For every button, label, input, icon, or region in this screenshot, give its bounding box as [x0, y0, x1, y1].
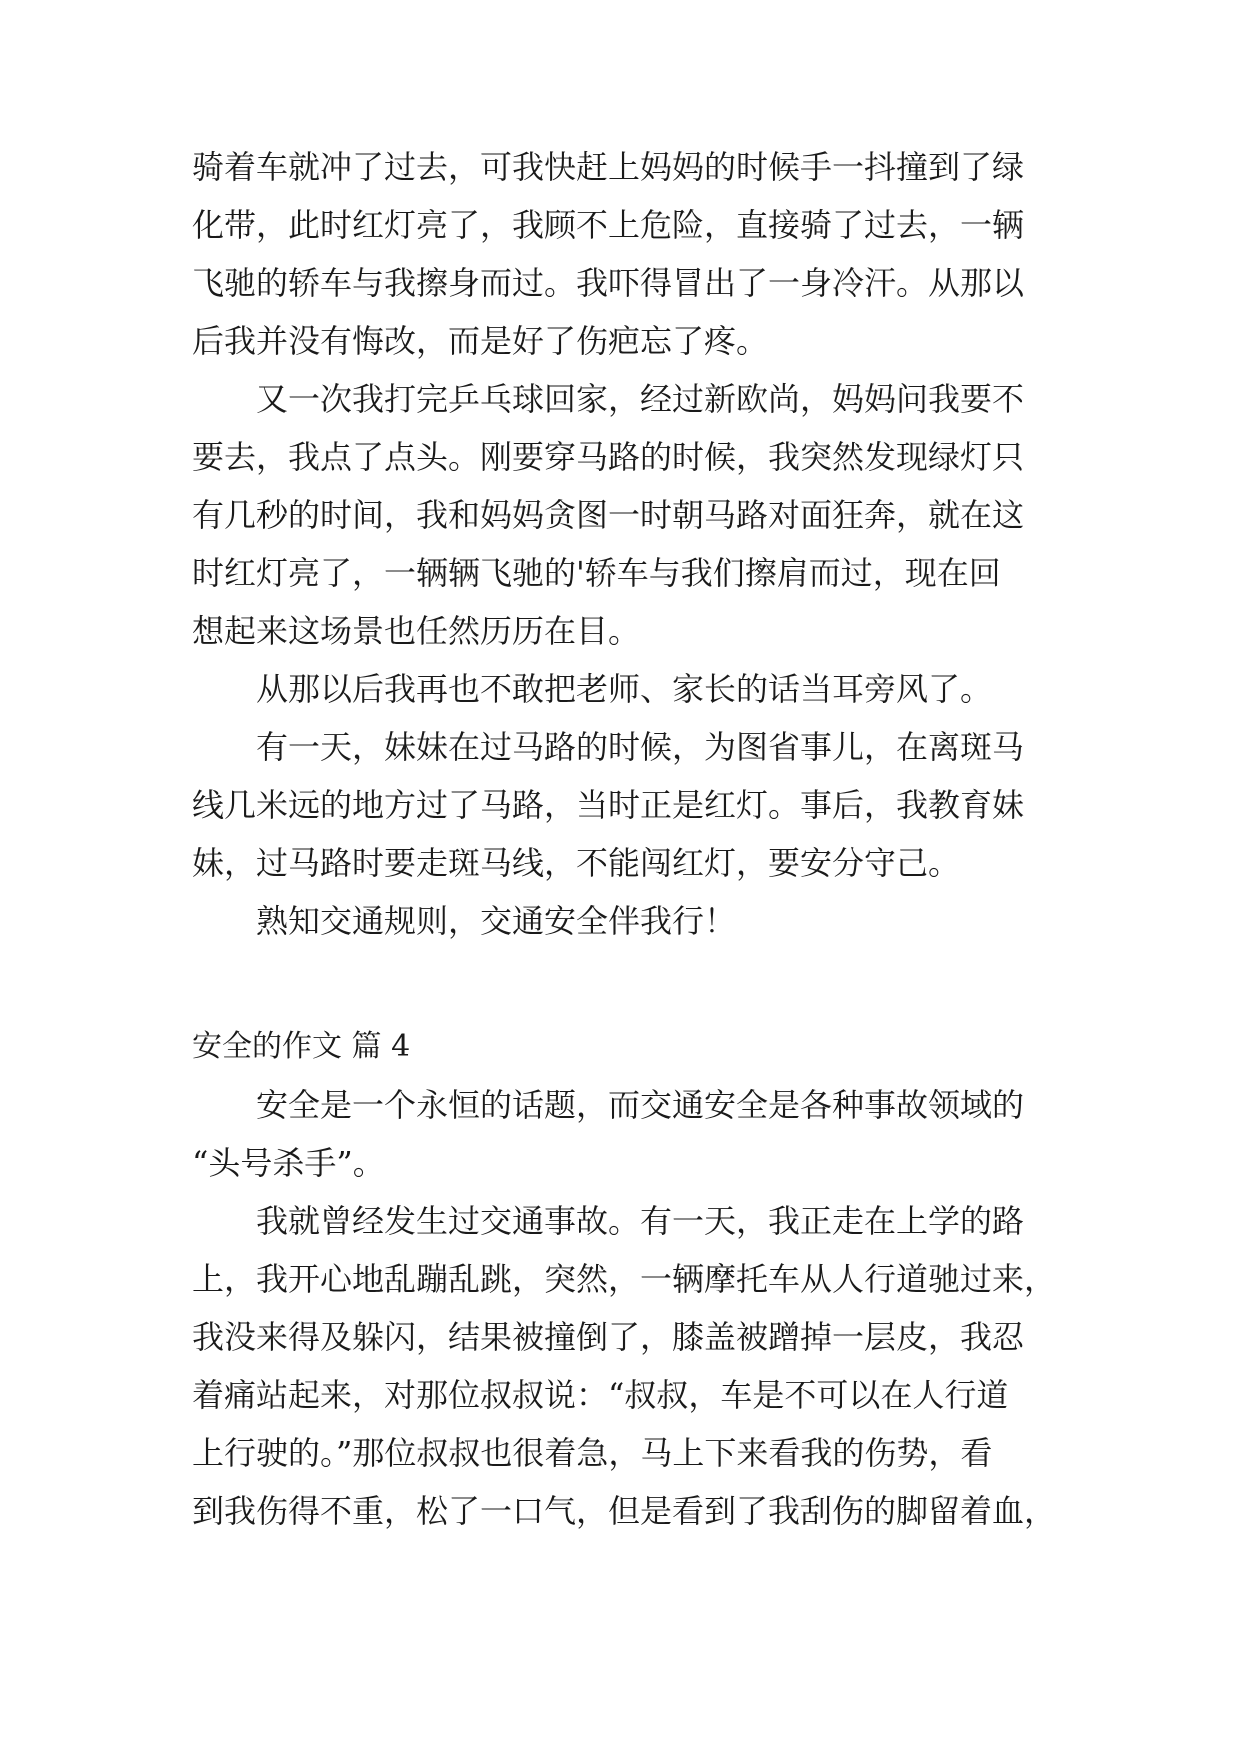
text-line: “头号杀手”。	[192, 1144, 385, 1182]
text-line: 后我并没有悔改，而是好了伤疤忘了疼。	[192, 322, 769, 360]
paragraph-start: 安全是一个永恒的话题，而交通安全是各种事故领域的	[256, 1086, 1025, 1124]
text-line: 化带，此时红灯亮了，我顾不上危险，直接骑了过去，一辆	[192, 206, 1025, 244]
text-line: 到我伤得不重，松了一口气，但是看到了我刮伤的脚留着血，	[192, 1492, 1057, 1530]
text-line: 飞驰的轿车与我擦身而过。我吓得冒出了一身冷汗。从那以	[192, 264, 1025, 302]
text-line: 妹，过马路时要走斑马线，不能闯红灯，要安分守己。	[192, 844, 961, 882]
text-line: 想起来这场景也任然历历在目。	[192, 612, 641, 650]
text-line: 要去，我点了点头。刚要穿马路的时候，我突然发现绿灯只	[192, 438, 1025, 476]
text-line: 线几米远的地方过了马路，当时正是红灯。事后，我教育妹	[192, 786, 1025, 824]
text-line: 我没来得及躲闪，结果被撞倒了，膝盖被蹭掉一层皮，我忍	[192, 1318, 1025, 1356]
text-line: 上，我开心地乱蹦乱跳，突然，一辆摩托车从人行道驰过来，	[192, 1260, 1057, 1298]
paragraph-start: 有一天，妹妹在过马路的时候，为图省事儿，在离斑马	[256, 728, 1025, 766]
text-line: 有几秒的时间，我和妈妈贪图一时朝马路对面狂奔，就在这	[192, 496, 1025, 534]
paragraph-start: 我就曾经发生过交通事故。有一天，我正走在上学的路	[256, 1202, 1025, 1240]
paragraph-start: 又一次我打完乒乓球回家，经过新欧尚，妈妈问我要不	[256, 380, 1025, 418]
paragraph-start: 熟知交通规则，交通安全伴我行！	[256, 902, 737, 940]
text-line: 骑着车就冲了过去，可我快赶上妈妈的时候手一抖撞到了绿	[192, 148, 1025, 186]
text-line: 着痛站起来，对那位叔叔说：“叔叔，车是不可以在人行道	[192, 1376, 1009, 1414]
text-line: 时红灯亮了，一辆辆飞驰的'轿车与我们擦肩而过，现在回	[192, 554, 1001, 592]
text-line: 上行驶的。”那位叔叔也很着急，马上下来看我的伤势，看	[192, 1434, 993, 1472]
paragraph-start: 从那以后我再也不敢把老师、家长的话当耳旁风了。	[256, 670, 993, 708]
section-heading: 安全的作文 篇 4	[192, 1029, 411, 1064]
